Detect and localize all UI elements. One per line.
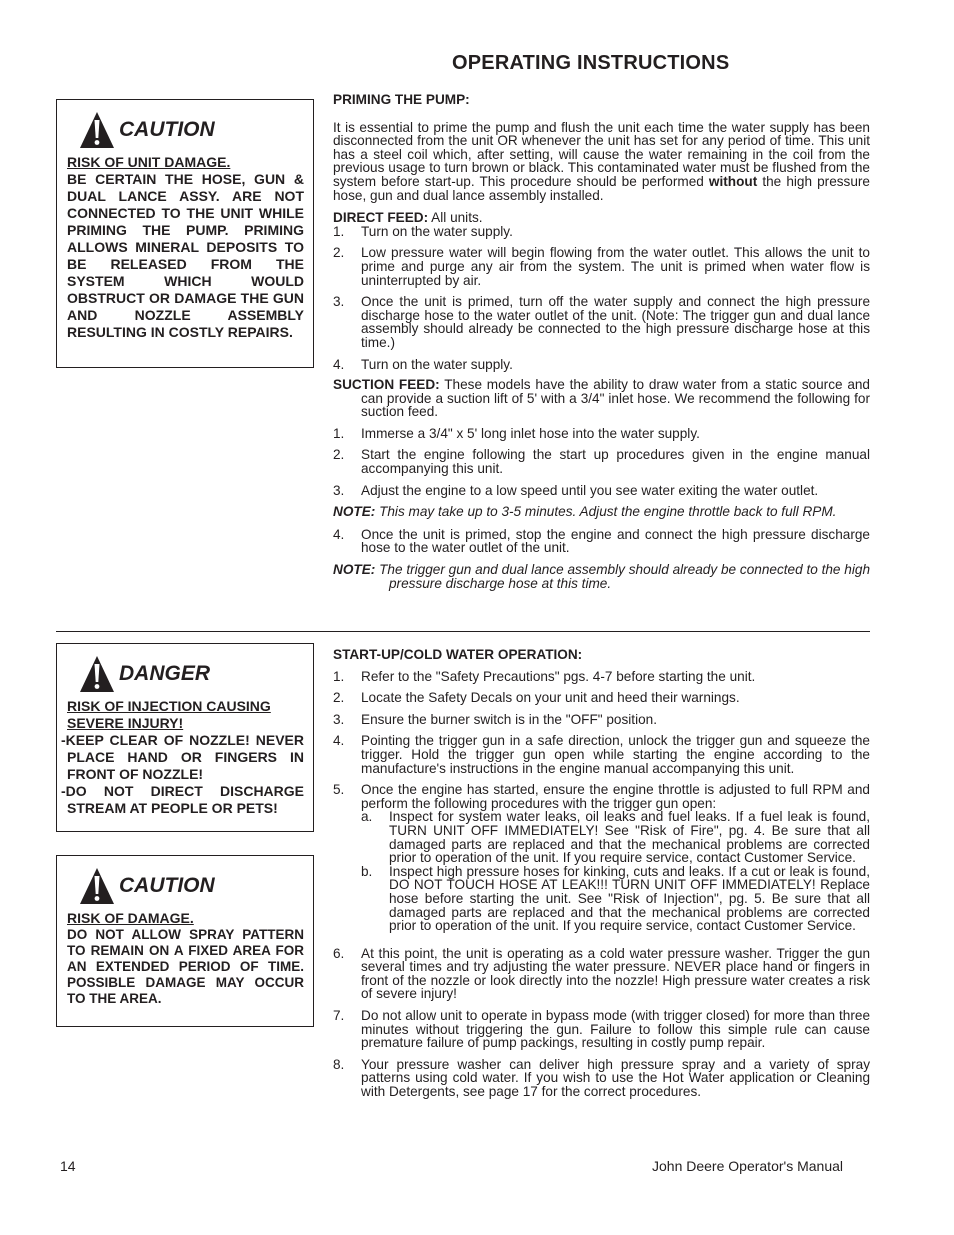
list-text: Turn on the water supply.: [361, 223, 513, 239]
list-text: Low pressure water will begin flowing from the water outlet. This allows the unit to prime and purge any air from the system. The unit is primed when water flow is uninterrupted by air.: [361, 245, 870, 288]
note-label: NOTE:: [333, 562, 376, 578]
direct-feed-heading: [333, 211, 870, 225]
note: [333, 505, 870, 519]
list-text: Ensure the burner switch is in the "OFF" position.: [361, 711, 658, 727]
caution-subtitle: RISK OF UNIT DAMAGE.: [67, 154, 231, 170]
page-number: 14: [60, 1158, 76, 1174]
suction-feed-text: These models have the ability to draw water from a static source and can provide a suction lift of 5' with a 3/4" inlet hose. We recommend the following for suction feed.: [361, 377, 870, 420]
list-item: [333, 246, 870, 287]
caution-box-unit-damage: [56, 99, 314, 368]
sub-list-num: a.: [361, 809, 373, 825]
danger-word: DANGER: [119, 662, 211, 685]
list-text: Once the unit is primed, stop the engine and connect the high pressure discharge hose to the water outlet of the unit.: [361, 526, 870, 556]
sub-list-text: Inspect high pressure hoses for kinking, cuts and leaks. If a cut or leak is found, DO NOT TOUCH HOSE AT LEAK!!! TURN UNIT OFF IMMEDIATELY! Replace hose before starting the unit. See "Risk of Injection", pg. 5. Be sure that all damaged parts are replaced and that the mechanical problems are corrected prior to operation of the unit. If you require service, contact Customer Service.: [389, 863, 870, 934]
priming-intro-bold: without: [708, 173, 758, 189]
footer-manual-title: John Deere Operator's Manual: [652, 1158, 843, 1174]
list-num: 3.: [333, 711, 345, 727]
list-num: 2.: [333, 245, 345, 261]
list-text: Immerse a 3/4" x 5' long inlet hose into the water supply.: [361, 425, 700, 441]
list-text: Start the engine following the start up procedures given in the engine manual accompanying this unit.: [361, 447, 870, 477]
sub-list-item: [361, 810, 870, 864]
list-num: 2.: [333, 447, 345, 463]
priming-intro-text-end: the high pressure hose, gun and dual lance assembly installed.: [333, 173, 870, 203]
list-item: [333, 1058, 870, 1099]
caution-word: CAUTION: [119, 118, 215, 141]
note: [333, 563, 870, 590]
direct-feed-label: DIRECT FEED:: [333, 210, 429, 226]
caution-body: BE CERTAIN THE HOSE, GUN & DUAL LANCE ASSY. ARE NOT CONNECTED TO THE UNIT WHILE PRIMING THE PUMP. PRIMING ALLOWS MINERAL DEPOSITS TO BE RELEASED FROM THE SYSTEM WHICH WOULD OBSTRUCT OR DAMAGE THE GUN AND NOZZLE ASSEMBLY RESULTING IN COSTLY REPAIRS.: [67, 171, 304, 340]
caution-subtitle: RISK OF DAMAGE.: [67, 910, 194, 926]
danger-item: -DO NOT DIRECT DISCHARGE STREAM AT PEOPLE OR PETS!: [61, 783, 304, 816]
list-num: 3.: [333, 294, 345, 310]
caution-box-damage: [56, 855, 314, 1027]
list-item: [333, 670, 870, 684]
startup-section: [333, 648, 870, 1099]
danger-item: -KEEP CLEAR OF NOZZLE! NEVER PLACE HAND OR FINGERS IN FRONT OF NOZZLE!: [61, 732, 304, 782]
priming-intro: [333, 121, 870, 203]
danger-header: [67, 652, 304, 696]
list-item: [333, 484, 870, 498]
list-item: [333, 734, 870, 775]
list-text: Adjust the engine to a low speed until you see water exiting the water outlet.: [361, 482, 819, 498]
caution-header: [67, 864, 304, 908]
list-num: 7.: [333, 1008, 345, 1024]
list-num: 4.: [333, 526, 345, 542]
list-num: 2.: [333, 690, 345, 706]
list-num: 4.: [333, 733, 345, 749]
list-item: [333, 358, 870, 372]
caution-header: [67, 108, 304, 152]
section-title-priming: PRIMING THE PUMP:: [333, 92, 470, 107]
list-text: Once the engine has started, ensure the engine throttle is adjusted to full RPM and perform the following procedures with the trigger gun open:: [361, 782, 870, 811]
list-item: [333, 783, 870, 933]
sub-list-text: Inspect for system water leaks, oil leaks and fuel leaks. If a fuel leak is found, TURN UNIT OFF IMMEDIATELY! See "Risk of Fire", pg. 4. Be sure that all damaged parts are replaced and that the mechanical problems are corrected prior to operation of the unit. If you require service, contact Customer Service.: [389, 809, 870, 866]
list-text: Refer to the "Safety Precautions" pgs. 4-7 before starting the unit.: [361, 668, 756, 684]
suction-feed-heading: [333, 378, 870, 419]
priming-section: [333, 93, 870, 590]
note-text: The trigger gun and dual lance assembly should already be connected to the high pressure discharge hose at this time.: [375, 562, 870, 591]
list-text: Your pressure washer can deliver high pressure spray and a variety of spray patterns using cold water. If you wish to use the Hot Water application or Cleaning with Detergents, see page 17 for the correct procedures.: [361, 1056, 870, 1100]
section-title-startup: START-UP/COLD WATER OPERATION:: [333, 647, 583, 662]
list-item: [333, 295, 870, 349]
warning-triangle-icon: [79, 111, 115, 149]
note-text: This may take up to 3-5 minutes. Adjust the engine throttle back to full RPM.: [375, 504, 837, 520]
direct-feed-text: All units.: [428, 210, 483, 226]
list-item: [333, 448, 870, 475]
suction-feed-label: SUCTION FEED:: [333, 377, 440, 393]
list-num: 8.: [333, 1056, 345, 1072]
page-title: OPERATING INSTRUCTIONS: [452, 52, 730, 74]
danger-subtitle: RISK OF INJECTION CAUSING SEVERE INJURY!: [67, 698, 271, 731]
list-item: [333, 691, 870, 705]
list-num: 4.: [333, 356, 345, 372]
sub-list-num: b.: [361, 863, 373, 879]
note-label: NOTE:: [333, 504, 376, 520]
list-num: 1.: [333, 668, 345, 684]
caution-word: CAUTION: [119, 874, 215, 897]
warning-triangle-icon: [79, 867, 115, 905]
list-item: [333, 947, 870, 1001]
warning-triangle-icon: [79, 655, 115, 693]
list-num: 5.: [333, 782, 345, 798]
priming-intro-text: It is essential to prime the pump and flush the unit each time the water supply has been disconnected from the unit OR whenever the unit has set for any period of time. This unit has a steel coil which, after setting, will cause the water remaining in the coil from the previous usage to turn brown or black. This contaminated water must be flushed from the system before start-up. This procedure should be performed: [333, 119, 870, 189]
sub-list-item: [361, 865, 870, 933]
list-num: 3.: [333, 482, 345, 498]
list-num: 1.: [333, 425, 345, 441]
caution-body: DO NOT ALLOW SPRAY PATTERN TO REMAIN ON A FIXED AREA FOR AN EXTENDED PERIOD OF TIME. POSSIBLE DAMAGE MAY OCCUR TO THE AREA.: [67, 927, 304, 1006]
list-item: [333, 528, 870, 555]
list-item: [333, 225, 870, 239]
list-item: [333, 427, 870, 441]
list-text: Once the unit is primed, turn off the water supply and connect the high pressure discharge hose to the water outlet of the unit. (Note: The trigger gun and dual lance assembly should already be connected to the high pressure discharge hose at this time.): [361, 294, 870, 350]
section-divider: [56, 631, 870, 632]
list-num: 6.: [333, 945, 345, 961]
list-text: Locate the Safety Decals on your unit and heed their warnings.: [361, 690, 740, 706]
list-text: Do not allow unit to operate in bypass mode (with trigger closed) for more than three minutes without triggering the gun. Failure to follow this simple rule can cause premature failure of pump packings, resulting in costly pump repair.: [361, 1008, 870, 1051]
danger-box-injection: [56, 643, 314, 832]
list-text: Pointing the trigger gun in a safe direction, unlock the trigger gun and squeeze the trigger. Hold the trigger gun open while starting the engine according to the manufacture's instructions in the engine manual accompanying this unit.: [361, 733, 870, 776]
list-item: [333, 1009, 870, 1050]
list-text: At this point, the unit is operating as a cold water pressure washer. Trigger the gun several times and try adjusting the water pressure. NEVER place hand or fingers in front of the nozzle or look directly into the nozzle! High pressure water creates a risk of severe injury!: [361, 945, 870, 1002]
list-item: [333, 713, 870, 727]
list-num: 1.: [333, 223, 345, 239]
list-text: Turn on the water supply.: [361, 356, 513, 372]
